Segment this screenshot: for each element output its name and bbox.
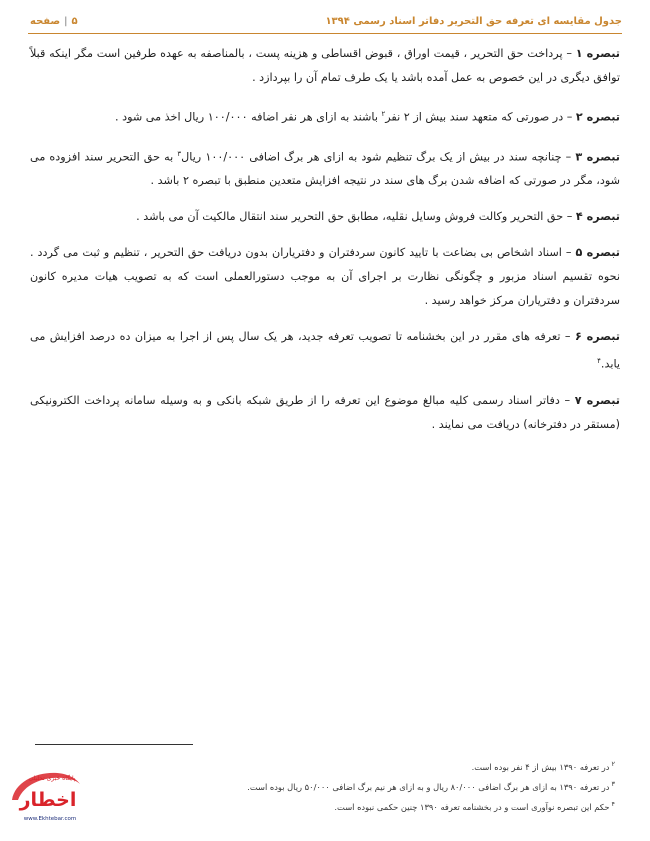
header-separator: | [64,15,68,27]
note-dash: – [561,150,576,164]
footnote-number: ۲ [611,760,615,768]
note-text: حق التحریر وکالت فروش وسایل نقلیه، مطابق حق التحریر سند انتقال مالکیت آن می باشد . [136,210,564,224]
note-dash: – [560,330,575,344]
note-title: تبصره ۶ [574,330,620,344]
note-title: تبصره ۷ [574,394,620,408]
note-6 [30,325,620,377]
note-1 [30,42,620,90]
note-3 [30,142,620,194]
footnote-ref[interactable]: ۳ [177,149,182,158]
footnote-text: حکم این تبصره نوآوری است و در بخشنامه تعرفه ۱۳۹۰ چنین حکمی نبوده است. [334,801,610,812]
note-title: تبصره ۴ [575,210,620,224]
footnote-item [165,756,615,776]
note-dash: – [562,47,576,60]
footnote-number: ۳ [611,779,615,788]
header-rule [28,33,622,34]
note-title: تبصره ۳ [575,150,620,164]
note-text: دفاتر اسناد رسمی کلیه مبالغ موضوع این تعرفه را از طریق شبکه بانکی و به وسیله سامانه پرداخت الکترونیکی (مستقر در دفترخانه) دریافت می نمایند . [30,394,620,432]
note-text: پرداخت حق التحریر ، قیمت اوراق ، قبوض اقساطی و هزینه پست ، بالمناصفه به عهده طرفین است مگر اینکه قبلاً توافق دیگری در این خصوص به عمل آمده باشد یا یک طرف تمام آن را بپردازد . [30,47,620,84]
logo-url: www.Ekhtebar.com [23,816,77,822]
note-5 [30,241,620,313]
page-number-group [30,16,78,27]
footnote-separator [35,744,193,745]
footnote-ref[interactable]: ۲ [381,110,386,118]
footnote-ref[interactable]: ۴ [597,357,601,366]
note-dash: – [559,394,575,408]
page-header [30,10,622,32]
ekhtebar-logo [6,760,86,826]
logo-tagline: پایگاه خبری تحلیلی [28,775,76,782]
footnote-item [165,776,615,796]
note-text: تعرفه های مقرر در این بخشنامه تا تصویب تعرفه جدید، هر یک سال پس از اجرا به میزان ده درصد افزایش می یابد. [30,330,620,372]
note-text: اسناد اشخاص بی بضاعت با تایید کانون سردفتران و دفتریاران بدون دریافت حق التحریر ، تنظیم و ثبت می گردد . نحوه تقسیم اسناد مزبور و چگونگی نظارت بر اجرای آن به موجب دستورالعملی است که به تصویب هیات مدیره کانون سردفتران و دفتریاران مرکز خواهد رسید . [30,246,620,308]
logo-wordmark: اخطار [19,789,77,811]
page-number: ۵ [71,15,78,27]
note-2 [30,102,620,130]
footnote-text: در تعرفه ۱۳۹۰ به ازای هر برگ اضافی ۸۰/۰۰۰ ریال و به ازای هر نیم برگ اضافی ۵۰/۰۰۰ ریال بوده است. [247,781,610,792]
note-title: تبصره ۱ [575,47,620,60]
note-dash: – [563,210,576,224]
footnote-item [165,796,615,816]
footnote-text: در تعرفه ۱۳۹۰ بیش از ۴ نفر بوده است. [471,761,610,772]
footnote-number: ۴ [611,799,615,808]
header-title: جدول مقایسه ای تعرفه حق التحریر دفاتر اسناد رسمی ۱۳۹۴ [325,15,622,27]
footnotes [165,756,615,815]
note-text: چنانچه سند در بیش از یک برگ تنظیم شود به ازای هر برگ اضافی ۱۰۰/۰۰۰ ریال [181,150,562,164]
note-dash: – [563,110,576,124]
note-text-cont: باشند به ازای هر نفر اضافه ۱۰۰/۰۰۰ ریال اخذ می شود . [115,110,382,124]
note-dash: – [561,246,576,260]
note-4 [30,205,620,229]
page-label: صفحه [30,15,61,27]
note-7 [30,389,620,437]
note-title: تبصره ۲ [575,110,620,124]
notes-body [30,42,620,449]
note-title: تبصره ۵ [575,246,620,260]
note-text: در صورتی که متعهد سند بیش از ۲ نفر [385,110,564,124]
note-text-cont: به حق التحریر سند افزوده می شود، مگر در صورتی که اضافه شدن برگ های سند در نتیجه افزایش متعدین منطبق با تبصره ۲ باشد . [30,150,620,188]
